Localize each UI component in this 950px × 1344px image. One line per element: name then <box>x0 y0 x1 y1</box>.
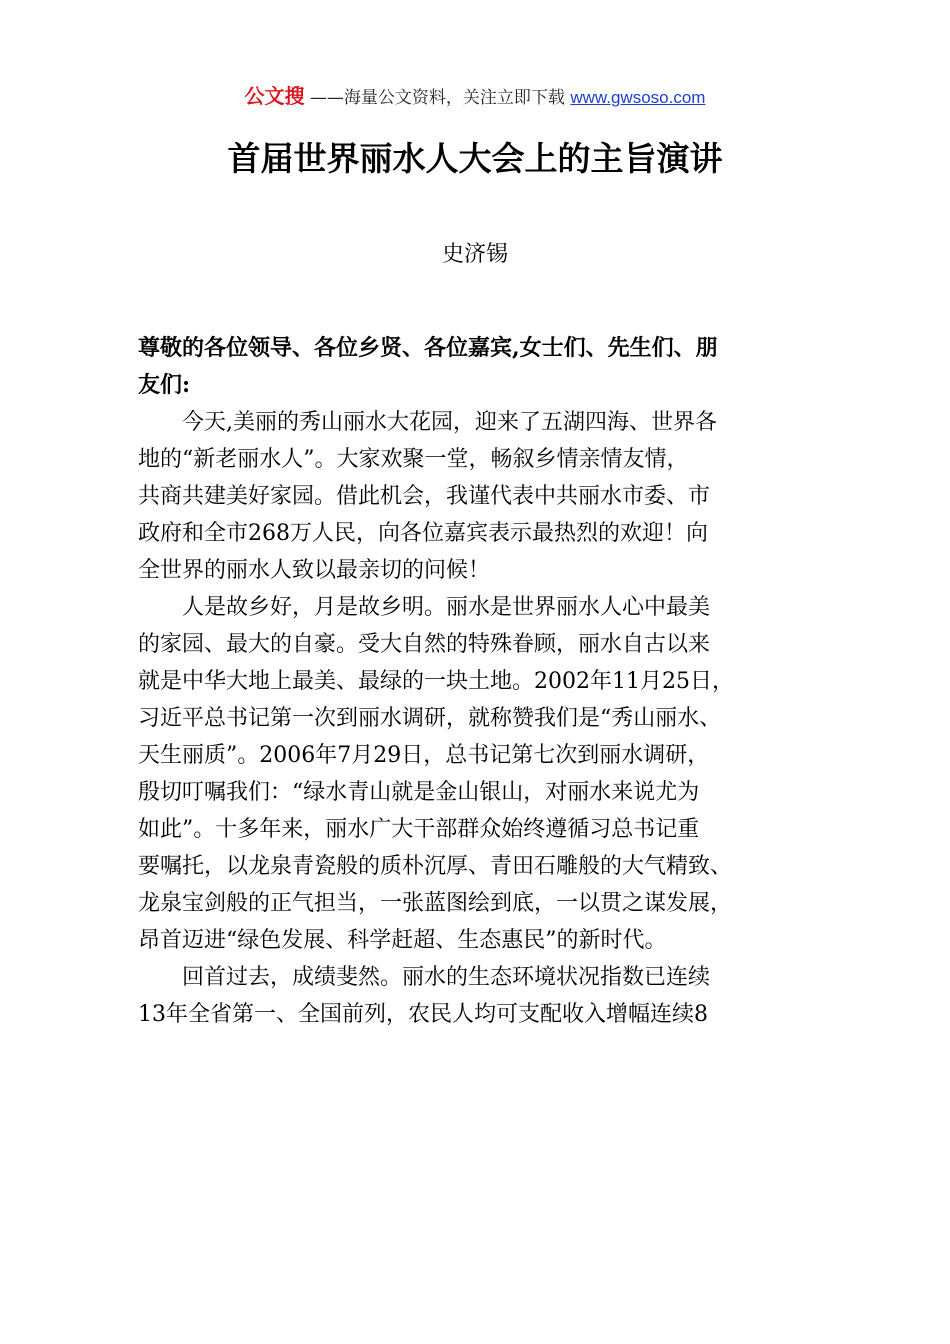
document-body <box>138 330 818 1033</box>
paragraph-line: 共商共建美好家园。借此机会，我谨代表中共丽水市委、市 <box>138 484 711 509</box>
header-tagline: ——海量公文资料，关注立即下载 <box>304 88 571 108</box>
salutation-line: 友们: <box>138 372 191 398</box>
paragraph-line: 今天,美丽的秀山丽水大花园，迎来了五湖四海、世界各 <box>182 410 717 435</box>
paragraph-line: 13年全省第一、全国前列，农民人均可支配收入增幅连续8 <box>138 1002 708 1027</box>
paragraph-line: 习近平总书记第一次到丽水调研，就称赞我们是“秀山丽水、 <box>138 706 722 731</box>
paragraph-line: 政府和全市268万人民，向各位嘉宾表示最热烈的欢迎！向 <box>138 521 708 546</box>
paragraph-line: 天生丽质”。2006年7月29日，总书记第七次到丽水调研， <box>138 743 710 768</box>
paragraph-line: 全世界的丽水人致以最亲切的问候！ <box>138 558 491 583</box>
brand-logo-text: 公文搜 <box>244 84 305 108</box>
paragraph-line: 要嘱托，以龙泉青瓷般的质朴沉厚、青田石雕般的大气精致、 <box>138 854 733 879</box>
salutation-line: 尊敬的各位领导、各位乡贤、各位嘉宾,女士们、先生们、朋 <box>138 335 718 361</box>
paragraph-line: 地的“新老丽水人”。大家欢聚一堂，畅叙乡情亲情友情， <box>138 447 689 472</box>
site-link[interactable]: www.gwsoso.com <box>570 88 706 107</box>
paragraph-line: 殷切叮嘱我们：“绿水青山就是金山银山，对丽水来说尤为 <box>138 780 700 805</box>
header-banner <box>0 84 950 110</box>
paragraph-line: 龙泉宝剑般的正气担当，一张蓝图绘到底，一以贯之谋发展， <box>138 891 733 916</box>
paragraph-line: 回首过去，成绩斐然。丽水的生态环境状况指数已连续 <box>182 965 711 990</box>
paragraph-line: 如此”。十多年来，丽水广大干部群众始终遵循习总书记重 <box>138 817 700 842</box>
document-title: 首届世界丽水人大会上的主旨演讲 <box>227 139 723 178</box>
document-author: 史济锡 <box>441 242 508 267</box>
paragraph-line: 就是中华大地上最美、最绿的一块土地。2002年11月25日， <box>138 669 734 694</box>
paragraph-line: 昂首迈进“绿色发展、科学赶超、生态惠民”的新时代。 <box>138 928 667 953</box>
paragraph-line: 的家园、最大的自豪。受大自然的特殊眷顾，丽水自古以来 <box>138 632 711 657</box>
paragraph-line: 人是故乡好，月是故乡明。丽水是世界丽水人心中最美 <box>182 595 711 620</box>
